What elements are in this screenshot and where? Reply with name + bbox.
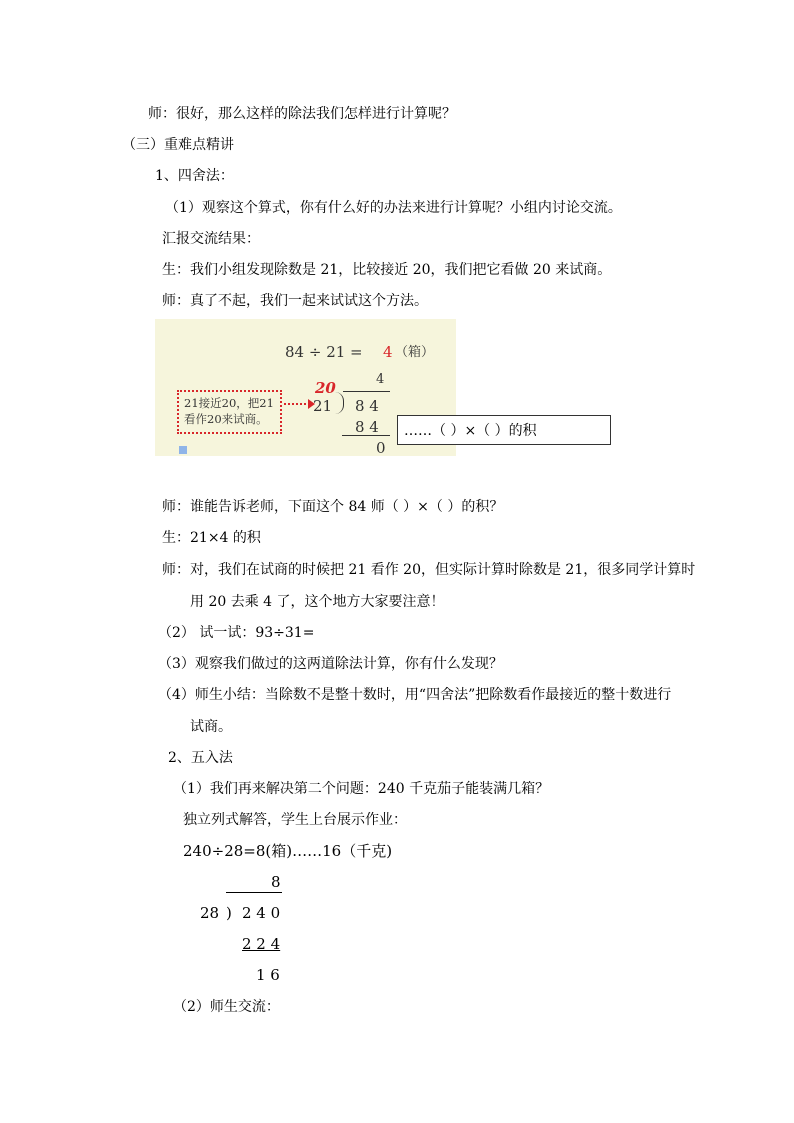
quotient: 4 xyxy=(376,372,385,387)
text-line: 独立列式解答，学生上台展示作业： xyxy=(183,812,407,828)
text-line: 师：谁能告诉老师，下面这个 84 师（ ）×（ ）的积？ xyxy=(162,499,504,515)
equation-answer: 4 xyxy=(383,343,393,361)
hint-note-line: 看作20来试商。 xyxy=(184,412,268,426)
text-line: （1）我们再来解决第二个问题：240 千克茄子能装满几箱？ xyxy=(173,781,550,797)
text-line: （3）观察我们做过的这两道除法计算，你有什么发现？ xyxy=(158,656,503,672)
blue-marker-icon xyxy=(179,446,187,454)
dividend: 2 4 0 xyxy=(242,904,281,922)
text-line: 师：真了不起，我们一起来试试这个方法。 xyxy=(162,293,428,309)
product: 2 2 4 xyxy=(242,935,281,953)
text-line: （2） 试一试：93÷31= xyxy=(158,625,315,641)
text-line: 生：21×4 的积 xyxy=(162,530,261,546)
text-line: 用 20 去乘 4 了，这个地方大家要注意！ xyxy=(190,594,445,610)
quotient: 8 xyxy=(271,873,281,891)
division-bar xyxy=(226,892,282,893)
text-line: 生：我们小组发现除数是 21，比较接近 20，我们把它看做 20 来试商。 xyxy=(162,262,612,278)
divisor: 21 xyxy=(313,397,333,415)
dividend: 8 4 xyxy=(355,397,379,415)
subtraction-line xyxy=(342,435,390,436)
text-line: 师：很好，那么这样的除法我们怎样进行计算呢？ xyxy=(148,106,456,122)
product: 8 4 xyxy=(355,418,379,436)
remainder: 0 xyxy=(376,439,386,457)
text-line: （1）观察这个算式，你有什么好的办法来进行计算呢？小组内讨论交流。 xyxy=(165,200,622,216)
text-line: （4）师生小结：当除数不是整十数时，用“四舍法”把除数看作最接近的整十数进行 xyxy=(158,687,672,703)
division-bar xyxy=(343,391,390,392)
text-line: 试商。 xyxy=(190,719,232,735)
arrow-line xyxy=(284,403,310,405)
hint-note xyxy=(177,390,282,434)
subsection-heading: 2、五入法 xyxy=(168,750,233,766)
section-heading: （三）重难点精讲 xyxy=(122,137,234,153)
division-bracket xyxy=(335,392,344,414)
division-bracket: ) xyxy=(226,904,232,922)
text-line: 汇报交流结果： xyxy=(162,231,260,247)
hint-note-line: 21接近20，把21 xyxy=(184,396,274,410)
remainder: 1 6 xyxy=(256,966,280,984)
trial-divisor: 20 xyxy=(315,379,336,397)
callout-box: ……（ ）×（ ）的积 xyxy=(397,415,611,445)
equation-unit: （箱） xyxy=(395,345,435,360)
divisor: 28 xyxy=(200,904,220,922)
equation-line: 240÷28=8(箱)……16（千克) xyxy=(183,842,393,860)
text-line: （2）师生交流： xyxy=(173,999,280,1015)
text-line: 师：对，我们在试商的时候把 21 看作 20，但实际计算时除数是 21，很多同学计算时 xyxy=(162,562,696,578)
equation-left: 84 ÷ 21 = xyxy=(285,343,363,361)
arrow-head-icon xyxy=(308,399,315,409)
subsection-heading: 1、四舍法： xyxy=(155,168,234,184)
